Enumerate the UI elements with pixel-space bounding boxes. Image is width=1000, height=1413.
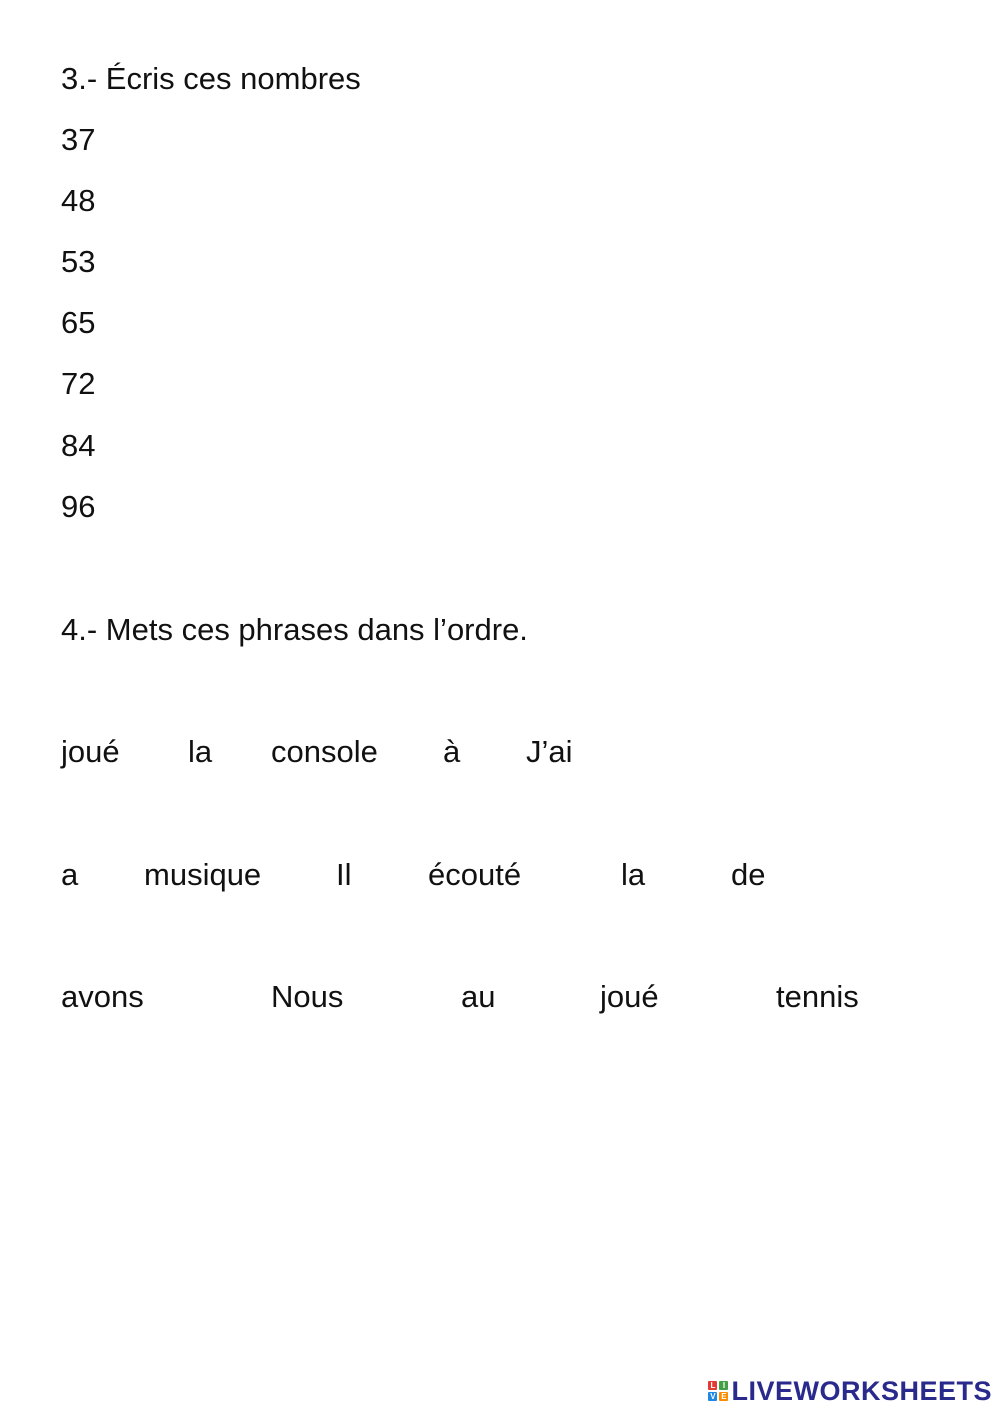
- number-item: 96: [61, 489, 96, 524]
- exercise-4-title: 4.- Mets ces phrases dans l’ordre.: [61, 612, 528, 647]
- number-item: 84: [61, 428, 96, 463]
- number-item: 72: [61, 366, 96, 401]
- logo-mark-letter: V: [710, 1392, 716, 1401]
- logo-mark-letter: E: [721, 1392, 727, 1401]
- sentence-word: musique: [144, 857, 262, 892]
- logo-mark-icon: [708, 1381, 728, 1401]
- sentence-word: la: [188, 734, 213, 769]
- number-item: 48: [61, 183, 96, 218]
- sentence-word: de: [731, 857, 766, 892]
- sentence-word: J’ai: [526, 734, 573, 769]
- sentence-word: Il: [336, 857, 352, 892]
- sentence-word: joué: [600, 979, 659, 1014]
- sentence-word: tennis: [776, 979, 859, 1014]
- number-item: 65: [61, 305, 96, 340]
- liveworksheets-logo: [708, 1376, 992, 1406]
- logo-mark-letter: L: [708, 1381, 717, 1390]
- sentence-word: avons: [61, 979, 144, 1014]
- logo-text: LIVEWORKSHEETS: [731, 1375, 992, 1406]
- sentence-word: a: [61, 857, 79, 892]
- exercise-3-title: 3.- Écris ces nombres: [61, 61, 361, 96]
- sentence-word: joué: [61, 734, 120, 769]
- number-item: 37: [61, 122, 96, 157]
- sentence-word: console: [271, 734, 378, 769]
- sentence-word: Nous: [271, 979, 344, 1014]
- number-item: 53: [61, 244, 96, 279]
- logo-mark-letter: I: [719, 1381, 728, 1390]
- sentence-word: au: [461, 979, 496, 1014]
- sentence-word: écouté: [428, 857, 522, 892]
- sentence-word: la: [621, 857, 646, 892]
- sentence-word: à: [443, 734, 461, 769]
